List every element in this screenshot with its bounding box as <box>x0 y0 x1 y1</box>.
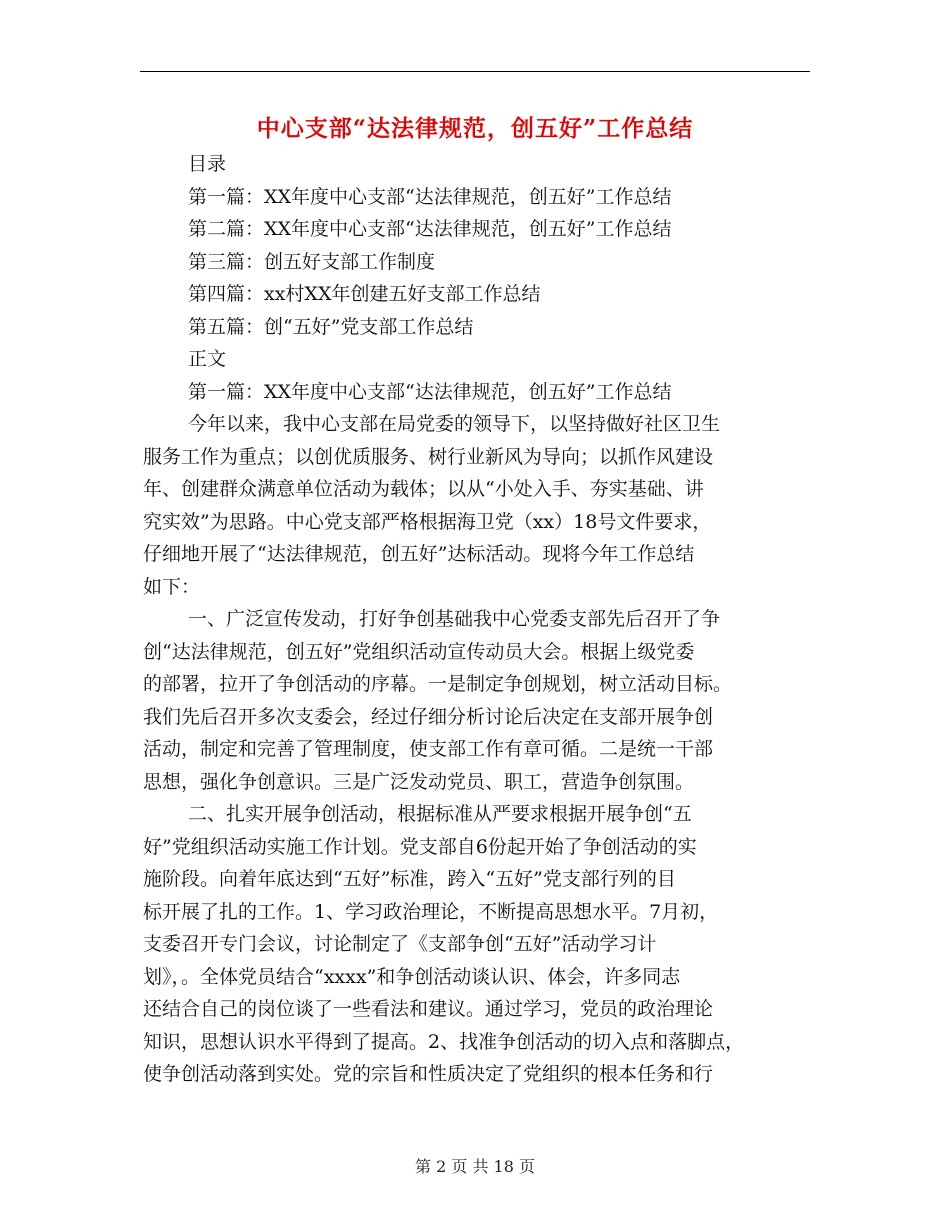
toc-item: 第五篇：创“五好”党支部工作总结 <box>188 315 474 338</box>
paragraph-line: 划》，。全体党员结合“xxxx”和争创活动谈认识、体会，许多同志 <box>143 965 681 988</box>
paragraph-line: 思想，强化争创意识。三是广泛发动党员、职工，营造争创氛围。 <box>143 770 695 793</box>
header-rule <box>140 71 810 72</box>
toc-item: 第二篇：XX年度中心支部“达法律规范，创五好”工作总结 <box>188 218 672 240</box>
paragraph-line: 标开展了扎的工作。1、学习政治理论，不断提高思想水平。7月初， <box>143 900 719 923</box>
document-body <box>143 148 813 1091</box>
toc-heading: 目录 <box>188 153 227 175</box>
section-title: 第一篇：XX年度中心支部“达法律规范，创五好”工作总结 <box>188 380 672 403</box>
paragraph-line: 好”党组织活动实施工作计划。党支部自6份起开始了争创活动的实 <box>143 835 697 858</box>
paragraph-line: 仔细地开展了“达法律规范，创五好”达标活动。现将今年工作总结 <box>143 543 695 565</box>
paragraph-line: 究实效”为思路。中心党支部严格根据海卫党（xx）18号文件要求， <box>143 510 712 533</box>
paragraph-line: 使争创活动落到实处。党的宗旨和性质决定了党组织的根本任务和行 <box>143 1063 714 1085</box>
paragraph-line: 还结合自己的岗位谈了一些看法和建议。通过学习，党员的政治理论 <box>143 998 714 1020</box>
body-heading: 正文 <box>188 348 227 370</box>
paragraph-line: 活动，制定和完善了管理制度，使支部工作有章可循。二是统一干部 <box>143 738 714 760</box>
paragraph-line: 服务工作为重点；以创优质服务、树行业新风为导向；以抓作风建设 <box>143 445 714 468</box>
toc-item: 第一篇：XX年度中心支部“达法律规范，创五好”工作总结 <box>188 185 672 208</box>
paragraph-line: 二、扎实开展争创活动，根据标准从严要求根据开展争创“五 <box>188 803 692 825</box>
toc-item: 第四篇：xx村XX年创建五好支部工作总结 <box>188 283 541 305</box>
paragraph-line: 我们先后召开多次支委会，经过仔细分析讨论后决定在支部开展争创 <box>143 705 714 728</box>
paragraph-line: 创“达法律规范，创五好”党组织活动宣传动员大会。根据上级党委 <box>143 640 695 663</box>
paragraph-line: 的部署，拉开了争创活动的序幕。一是制定争创规划，树立活动目标。 <box>143 673 733 695</box>
document-title: 中心支部“达法律规范，创五好”工作总结 <box>256 115 694 142</box>
page-number: 第 2 页 共 18 页 <box>415 1157 535 1176</box>
paragraph-line: 今年以来，我中心支部在局党委的领导下，以坚持做好社区卫生 <box>188 413 721 435</box>
paragraph-line: 如下： <box>143 575 201 598</box>
toc-item: 第三篇：创五好支部工作制度 <box>188 250 436 273</box>
paragraph-line: 支委召开专门会议，讨论制定了《支部争创“五好”活动学习计 <box>143 933 657 955</box>
paragraph-line: 知识，思想认识水平得到了提高。2、找准争创活动的切入点和落脚点， <box>143 1030 745 1053</box>
paragraph-line: 一、广泛宣传发动，打好争创基础我中心党委支部先后召开了争 <box>188 608 721 630</box>
paragraph-line: 年、创建群众满意单位活动为载体；以从“小处入手、夯实基础、讲 <box>143 478 704 500</box>
paragraph-line: 施阶段。向着年底达到“五好”标准，跨入“五好”党支部行列的目 <box>143 868 676 890</box>
